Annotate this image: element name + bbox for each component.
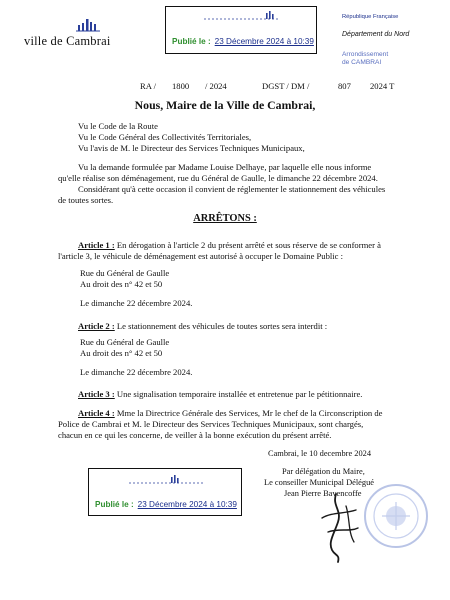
- republique-francaise: République Française: [342, 14, 399, 20]
- considerant-line: Considérant qu'à cette occasion il convient de réglementer le stationnement des véhicules: [78, 184, 386, 194]
- arrondissement: [342, 51, 450, 67]
- vu-line: Vu l'avis de M. le Directeur des Services Techniques Municipaux,: [78, 143, 305, 153]
- article-2-date: Le dimanche 22 décembre 2024.: [80, 367, 193, 377]
- article-4-text1: Mme la Directrice Générale des Services, Mr le chef de la Circonscription de: [114, 408, 383, 418]
- article-2-street: Rue du Général de Gaulle: [80, 337, 170, 347]
- logo-text: ville de Cambrai: [24, 34, 111, 48]
- stamp-skyline-icon: [127, 473, 205, 485]
- vu-line: Vu le Code Général des Collectivités Territoriales,: [78, 132, 252, 142]
- article-3-label: Article 3 :: [78, 389, 115, 399]
- considerant-line: qu'elle réalise son déménagement, rue du Général de Gaulle, le dimanche 22 décembre 2024.: [58, 173, 378, 183]
- article-1-numbers: Au droit des n° 42 et 50: [80, 279, 163, 289]
- signature-place-date: Cambrai, le 10 decembre 2024: [268, 449, 372, 458]
- article-2-numbers: Au droit des n° 42 et 50: [80, 348, 163, 358]
- ref-year: / 2024: [205, 81, 227, 91]
- document-title: Nous, Maire de la Ville de Cambrai,: [134, 98, 316, 112]
- ref-ra: RA /: [140, 81, 156, 91]
- signature-line1: Par délégation du Maire,: [282, 467, 365, 476]
- stamp-label: Publié le :: [172, 37, 211, 46]
- considerant-line: de toutes sortes.: [58, 195, 114, 205]
- stamp-date: 23 Décembre 2024 à 10:39: [214, 37, 314, 46]
- publication-stamp-top: [165, 6, 317, 54]
- arrondissement-line2: de CAMBRAI: [342, 59, 382, 66]
- article-1-street: Rue du Général de Gaulle: [80, 268, 170, 278]
- article-2-line: [78, 321, 327, 331]
- arrondissement-line1: Arrondissement: [342, 51, 389, 58]
- city-logo: [24, 18, 144, 52]
- article-1-text1: En dérogation à l'article 2 du présent arrêté et sous réserve de se conformer à: [114, 240, 381, 250]
- ref-code: 807: [338, 81, 351, 91]
- arretons-heading: ARRÊTONS :: [193, 213, 257, 224]
- handwritten-signature-icon: [298, 488, 378, 568]
- stamp-date: 23 Décembre 2024 à 10:39: [137, 500, 237, 509]
- signature-line2: Le conseiller Municipal Délégué: [264, 478, 374, 487]
- article-4-line3: chacun en ce qui les concerne, de veiller à la bonne exécution du présent arrêté.: [58, 430, 332, 440]
- stamp-label: Publié le :: [95, 500, 134, 509]
- article-1-line1: [78, 240, 381, 250]
- city-skyline-icon: [76, 18, 102, 32]
- article-1-date: Le dimanche 22 décembre 2024.: [80, 298, 193, 308]
- article-4-line2: Police de Cambrai et M. le Directeur des Services Techniques Municipaux, sont chargés,: [58, 419, 364, 429]
- departement: Département du Nord: [342, 31, 410, 38]
- ref-suffix: 2024 T: [370, 81, 395, 91]
- article-4-label: Article 4 :: [78, 408, 115, 418]
- article-2-text: Le stationnement des véhicules de toutes sortes sera interdit :: [114, 321, 328, 331]
- considerant-line: Vu la demande formulée par Madame Louise Delhaye, par laquelle elle nous informe: [78, 162, 372, 172]
- article-1-label: Article 1 :: [78, 240, 115, 250]
- publication-stamp-bottom: [88, 468, 242, 516]
- article-2-label: Article 2 :: [78, 321, 115, 331]
- article-4-line1: [78, 408, 382, 418]
- stamp-skyline-icon: [202, 9, 280, 21]
- header-administrative: [342, 14, 450, 67]
- vu-line: Vu le Code de la Route: [78, 121, 158, 131]
- ref-service: DGST / DM /: [262, 81, 310, 91]
- signature-line3: Jean Pierre Bavencoffe: [284, 489, 362, 498]
- article-3-line: [78, 389, 362, 399]
- article-3-text: Une signalisation temporaire installée et entretenue par le pétitionnaire.: [114, 389, 363, 399]
- ref-number: 1800: [172, 81, 190, 91]
- article-1-line2: l'article 3, le véhicule de déménagement est autorisé à occuper le Domaine Public :: [58, 251, 344, 261]
